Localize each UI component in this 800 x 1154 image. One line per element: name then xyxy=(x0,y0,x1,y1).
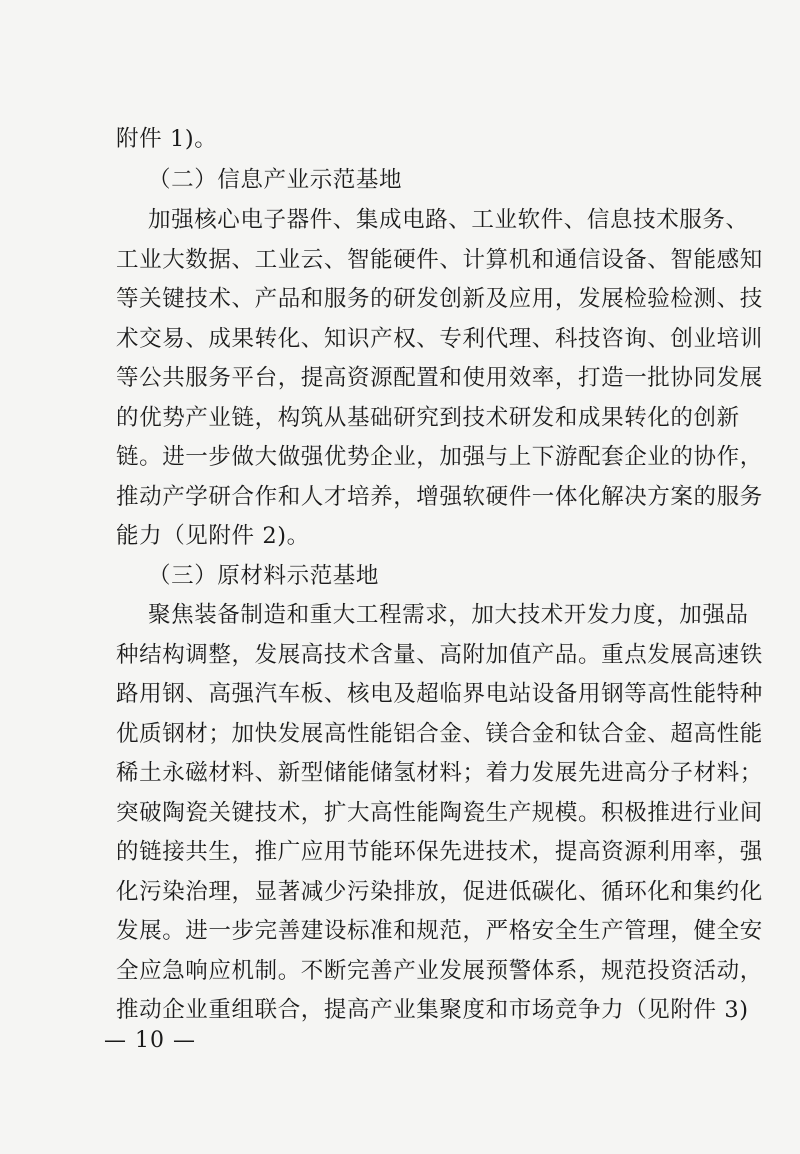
section-heading-information-industry: （二）信息产业示范基地 xyxy=(148,167,403,193)
paragraph-line: 术交易、成果转化、知识产权、专利代理、科技咨询、创业培训 xyxy=(116,326,763,352)
paragraph-line: 推动产学研合作和人才培养，增强软硬件一体化解决方案的服务 xyxy=(116,484,763,510)
paragraph-line: 的优势产业链，构筑从基础研究到技术研发和成果转化的创新 xyxy=(116,405,740,431)
paragraph-line: 优质钢材；加快发展高性能铝合金、镁合金和钛合金、超高性能 xyxy=(116,721,763,747)
paragraph-line: 种结构调整，发展高技术含量、高附加值产品。重点发展高速铁 xyxy=(116,642,763,668)
paragraph-line: 化污染治理，显著减少污染排放，促进低碳化、循环化和集约化 xyxy=(116,879,763,905)
paragraph-line: 能力（见附件 2)。 xyxy=(116,523,310,549)
paragraph-line: 突破陶瓷关键技术，扩大高性能陶瓷生产规模。积极推进行业间 xyxy=(116,800,763,826)
paragraph-line: 发展。进一步完善建设标准和规范，严格安全生产管理，健全安 xyxy=(116,918,763,944)
section-heading-raw-materials: （三）原材料示范基地 xyxy=(148,563,380,589)
paragraph-line: 工业大数据、工业云、智能硬件、计算机和通信设备、智能感知 xyxy=(116,247,763,273)
paragraph-line: 等公共服务平台，提高资源配置和使用效率，打造一批协同发展 xyxy=(116,365,763,391)
paragraph-line: 的链接共生，推广应用节能环保先进技术，提高资源利用率，强 xyxy=(116,839,763,865)
paragraph-line: 加强核心电子器件、集成电路、工业软件、信息技术服务、 xyxy=(148,207,749,233)
paragraph-line: 稀土永磁材料、新型储能储氢材料；着力发展先进高分子材料； xyxy=(116,760,763,786)
paragraph-line: 全应急响应机制。不断完善产业发展预警体系，规范投资活动， xyxy=(116,958,763,984)
paragraph-line: 等关键技术、产品和服务的研发创新及应用，发展检验检测、技 xyxy=(116,286,763,312)
paragraph-line: 推动企业重组联合，提高产业集聚度和市场竞争力（见附件 3) xyxy=(116,997,749,1023)
paragraph-line: 路用钢、高强汽车板、核电及超临界电站设备用钢等高性能特种 xyxy=(116,681,763,707)
page-number: — 10 — xyxy=(104,1028,196,1053)
continuation-text: 附件 1)。 xyxy=(116,126,218,152)
paragraph-line: 链。进一步做大做强优势企业，加强与上下游配套企业的协作， xyxy=(116,444,763,470)
paragraph-line: 聚焦装备制造和重大工程需求，加大技术开发力度，加强品 xyxy=(148,602,749,628)
